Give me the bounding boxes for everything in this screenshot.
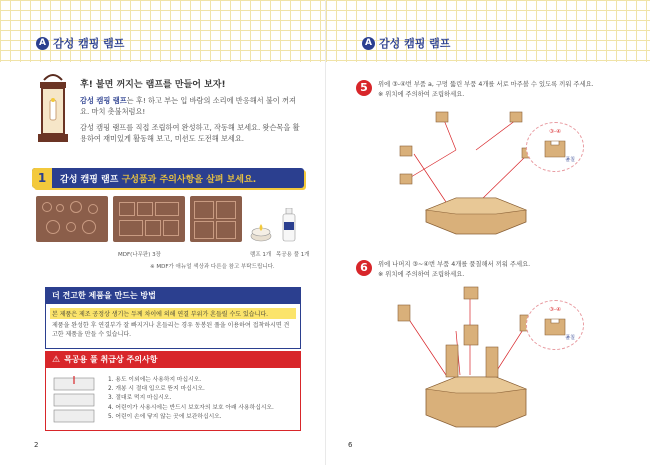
- caption-mdf: MDF(나무판) 3장: [118, 252, 161, 258]
- tealight-lamp-icon: [250, 222, 272, 242]
- section-title: [60, 172, 256, 185]
- warning-title-bar: [46, 352, 300, 368]
- step-6-inset-tag: 풀칠: [565, 335, 575, 341]
- step-6-inset-part-icon: [543, 317, 567, 337]
- section-title-product: 감성 캠핑 램프: [60, 174, 119, 185]
- right-page: [325, 0, 650, 465]
- intro-paragraph-1-text: 는 후! 하고 부는 입 바람의 소리에 반응해서 불이 꺼져요. 마치 촛불처럼요!: [80, 95, 296, 116]
- intro-product-name: 감성 캠핑 램프: [80, 95, 127, 105]
- right-page-header: [362, 35, 450, 51]
- intro-text: [80, 80, 305, 149]
- step-5-assembly-diagram: [386, 110, 546, 240]
- warning-list: [108, 376, 274, 422]
- caption-lamp: 램프 1개: [250, 252, 272, 258]
- glue-caution-illustration: [52, 374, 100, 424]
- step-6-inset: [526, 300, 584, 350]
- warning-item: 2. 개봉 시 절대 입으로 뜯지 마십시오.: [108, 386, 205, 393]
- section-a-icon: A: [362, 37, 375, 50]
- section-a-icon: A: [36, 37, 49, 50]
- warning-title: 목공용 풀 취급상 주의사항: [64, 355, 158, 364]
- notebox-highlight: 본 제품은 제조 공정상 생기는 두께 차이에 의해 연결 부위가 흔들릴 수도 있습니다.: [50, 308, 296, 319]
- caption-glue: 목공용 풀 1개: [276, 252, 310, 258]
- intro-paragraph-2: 감성 캠핑 램프를 직접 조립하여 완성하고, 작동해 보세요. 왓슨목을 활용하여 재미있게 활동해 보고, 미션도 도전해 보세요.: [80, 122, 300, 143]
- mdf-board-2: [113, 196, 185, 242]
- sturdy-product-notebox: [45, 287, 301, 349]
- warning-icon: ⚠: [52, 355, 61, 365]
- mdf-note: ※ MDF가 애뉴얼 색상과 다른을 참고 부탁드립니다.: [150, 264, 275, 270]
- glue-warning-box: [45, 351, 301, 431]
- section-title-highlight: 구성품과 주의사항을 살펴 보세요.: [121, 174, 257, 185]
- left-page-header: [36, 35, 124, 51]
- step-6-assembly-diagram: [386, 285, 546, 435]
- step-6-inset-label: ③-④: [549, 307, 561, 313]
- warning-item: 3. 절대로 먹지 마십시오.: [108, 395, 172, 402]
- left-page-number: 2: [34, 441, 39, 449]
- section-number: 1: [32, 168, 52, 188]
- warning-item: 1. 용도 이외에는 사용하지 마십시오.: [108, 377, 202, 383]
- step-6-caution: ※ 위치에 주의하여 조립하세요.: [378, 270, 465, 278]
- right-page-number: 6: [348, 441, 353, 449]
- step-5-text: [378, 80, 598, 99]
- glue-bottle-icon: [282, 208, 296, 242]
- right-header-title: 감성 캠핑 램프: [379, 37, 451, 50]
- step-5-caution: ※ 위치에 주의하여 조립하세요.: [378, 90, 465, 98]
- mdf-board-1: [36, 196, 108, 242]
- mdf-board-3: [190, 196, 242, 242]
- step-6-instruction: 위에 나머지 ③~④번 부품 4개를 풀칠해서 끼워 주세요.: [378, 261, 531, 268]
- left-header-title: 감성 캠핑 램프: [53, 37, 125, 50]
- section-1-bar: [32, 168, 304, 188]
- step-5-instruction: 위에 ③-④번 부품 a, 구멍 뚫린 부품 4개를 서로 마주볼 수 있도록 끼워 주세요.: [378, 81, 594, 88]
- step-5-inset-tag: 풀칠: [565, 157, 575, 163]
- step-6-number: 6: [356, 260, 372, 276]
- intro-headline: 후! 불면 꺼지는 램프를 만들어 보자!: [80, 80, 226, 90]
- step-5-inset-label: ③-④: [549, 129, 561, 135]
- intro-paragraph-1: [80, 95, 305, 118]
- lantern-illustration: [30, 72, 76, 152]
- warning-item: 5. 어린이 손에 닿지 않는 곳에 보관하십시오.: [108, 413, 222, 420]
- warning-item: 4. 어린이가 사용시에는 반드시 보호자의 보호 아래 사용하십시오.: [108, 404, 274, 411]
- step-6-text: [378, 260, 598, 279]
- step-5-number: 5: [356, 80, 372, 96]
- step-5-inset: [526, 122, 584, 172]
- notebox-title: 더 견고한 제품을 만드는 방법: [46, 288, 300, 304]
- notebox-body: 제품을 완성한 후 연결부가 잘 빠지거나 흔들리는 경우 동봉된 풀을 이용하여 접착하시면 견고한 제품을 만들 수 있습니다.: [52, 322, 290, 338]
- step-5-inset-part-icon: [543, 139, 567, 159]
